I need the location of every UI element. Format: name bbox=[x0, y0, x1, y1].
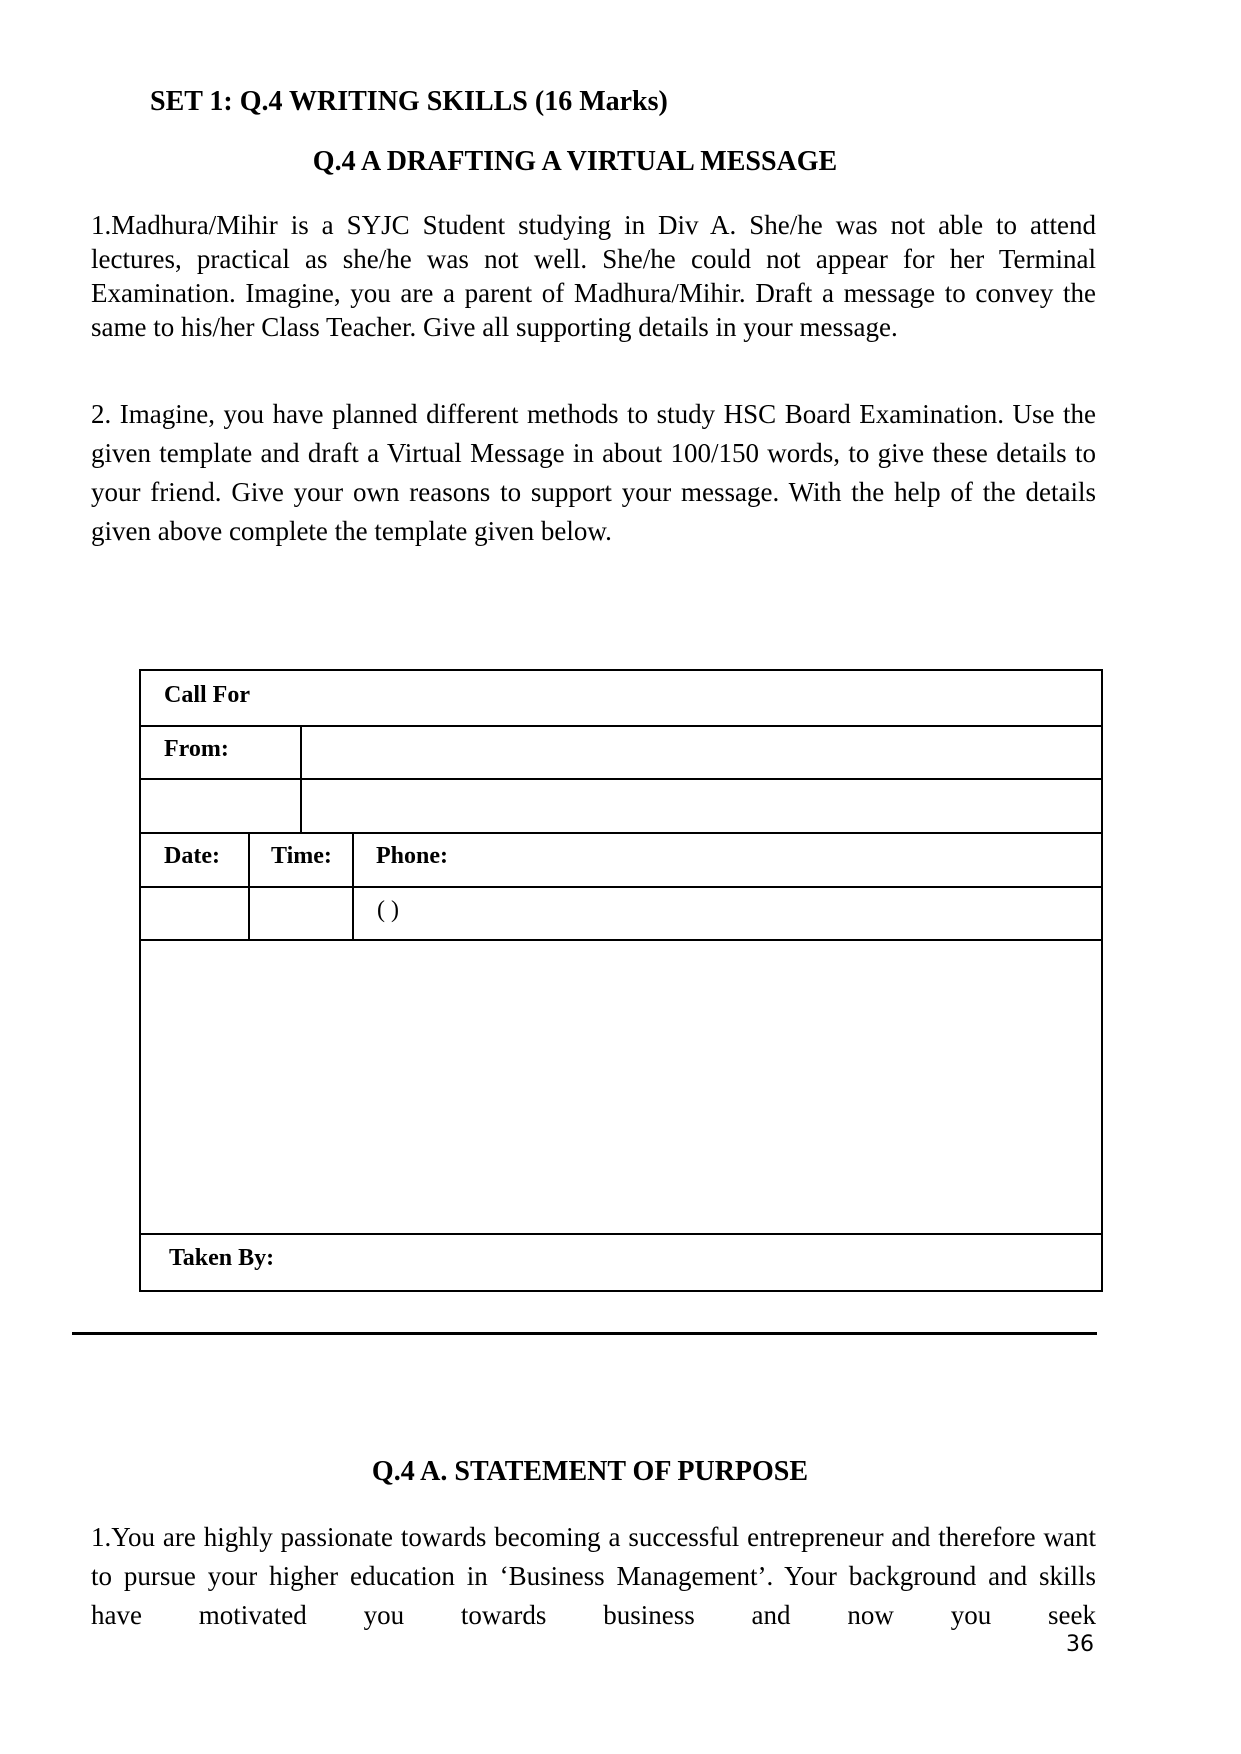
column-divider bbox=[300, 725, 302, 832]
question-2-text: 2. Imagine, you have planned different methods to study HSC Board Examination. Use the given template and draft a Virtual Message in about 100/150 words, to give these details to your friend. Give your own reasons to support your message. With the help of the details given above complete the template given below. bbox=[91, 399, 1096, 546]
row-divider bbox=[141, 832, 1101, 834]
row-divider bbox=[141, 725, 1101, 727]
section-b-title: Q.4 A. STATEMENT OF PURPOSE bbox=[371, 1456, 809, 1487]
taken-by-label: Taken By: bbox=[169, 1245, 275, 1271]
phone-value: ( ) bbox=[377, 897, 399, 923]
column-divider bbox=[248, 832, 250, 939]
call-for-label: Call For bbox=[164, 682, 250, 708]
row-divider bbox=[141, 1233, 1101, 1235]
page-number: 36 bbox=[1066, 1632, 1094, 1657]
column-divider bbox=[352, 832, 354, 939]
row-divider bbox=[141, 886, 1101, 888]
question-1-text: 1.Madhura/Mihir is a SYJC Student studying in Div A. She/he was not able to attend lectures, practical as she/he was not well. She/he could not appear for her Terminal Examination. Imagine, you are a parent of Madhura/Mihir. Draft a message to convey the same to his/her Class Teacher. Give all supporting details in your message. bbox=[91, 210, 1096, 342]
section-divider bbox=[72, 1332, 1097, 1335]
date-label: Date: bbox=[164, 843, 220, 869]
row-divider bbox=[141, 778, 1101, 780]
phone-label: Phone: bbox=[376, 843, 448, 869]
row-divider bbox=[141, 939, 1101, 941]
message-template-form bbox=[139, 669, 1103, 1292]
section-a-title: Q.4 A DRAFTING A VIRTUAL MESSAGE bbox=[312, 146, 838, 177]
sop-question-1-text: 1.You are highly passionate towards becoming a successful entrepreneur and therefore want to pursue your higher education in ‘Business Management’. Your background and skills have motivated you towards business and now you seek bbox=[91, 1522, 1096, 1630]
set-heading: SET 1: Q.4 WRITING SKILLS (16 Marks) bbox=[150, 86, 668, 117]
from-label: From: bbox=[164, 736, 229, 762]
time-label: Time: bbox=[271, 843, 332, 869]
